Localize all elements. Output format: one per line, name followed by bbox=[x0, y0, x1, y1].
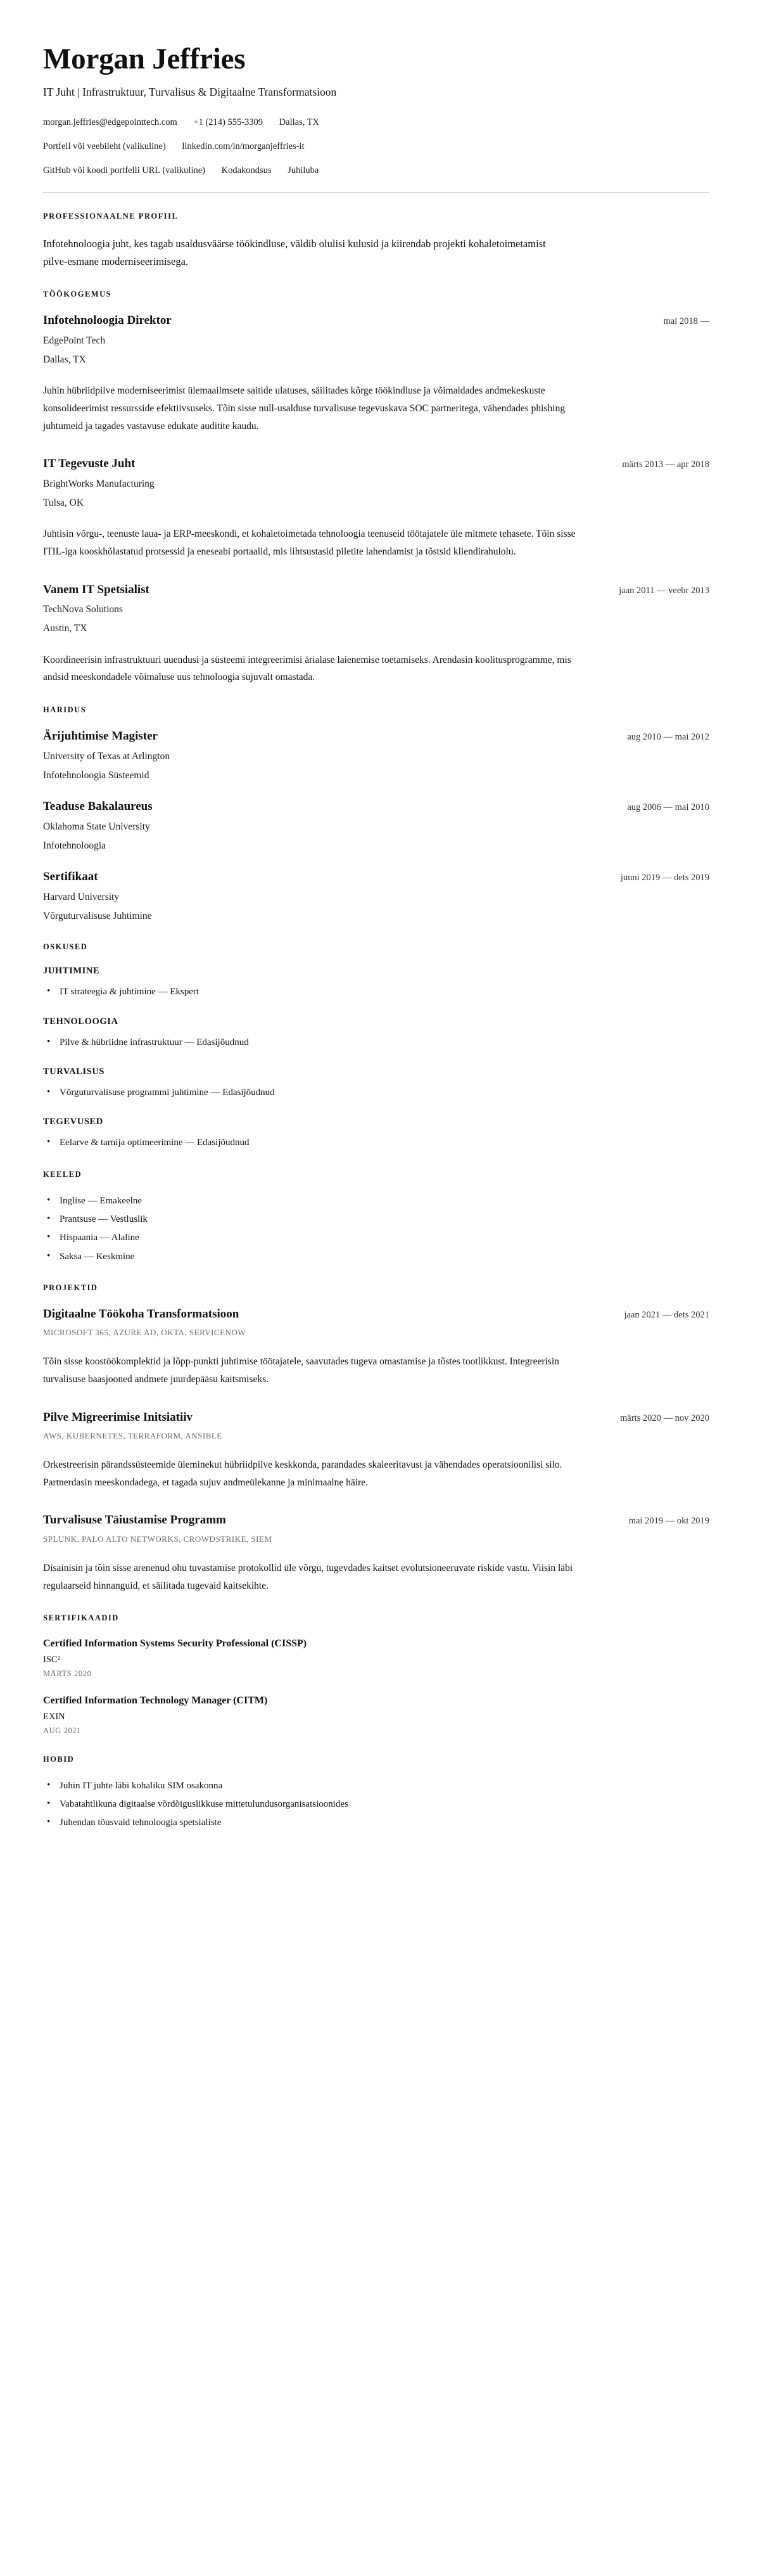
section-projects bbox=[43, 1283, 709, 1595]
entry-header bbox=[43, 1410, 709, 1426]
skill-group bbox=[43, 966, 709, 999]
job-date: jaan 2011 — veebr 2013 bbox=[619, 585, 709, 596]
certification-name: Certified Information Technology Manager (CITM) bbox=[43, 1695, 268, 1706]
project-date: jaan 2021 — dets 2021 bbox=[624, 1309, 709, 1320]
contact-row-1 bbox=[43, 116, 709, 130]
entry-header bbox=[43, 456, 709, 472]
job-location: Dallas, TX bbox=[43, 354, 86, 366]
contact-row-3 bbox=[43, 164, 709, 178]
job-description: Koordineerisin infrastruktuuri uuendusi ja süsteemi integreerimisi ärialase laienemise toetamiseks. Arendasin koolitusprogramme, mis andsid meeskondadele võimaluse uus tehnoloogia sujuvalt omastada. bbox=[43, 654, 571, 683]
skill-list bbox=[43, 1085, 709, 1100]
school-name: Harvard University bbox=[43, 891, 120, 902]
section-skills bbox=[43, 942, 709, 1150]
candidate-name: Morgan Jeffries bbox=[43, 42, 246, 75]
section-title-projects: PROJEKTID bbox=[43, 1283, 98, 1292]
contact-info bbox=[43, 116, 709, 177]
entry-header bbox=[43, 869, 709, 885]
job-company: EdgePoint Tech bbox=[43, 335, 106, 346]
entry-header bbox=[43, 729, 709, 745]
entry-header bbox=[43, 1513, 709, 1528]
language-list bbox=[43, 1193, 709, 1264]
skill-group bbox=[43, 1016, 709, 1050]
project-entry bbox=[43, 1307, 709, 1388]
job-location: Austin, TX bbox=[43, 623, 87, 634]
job-location: Tulsa, OK bbox=[43, 497, 84, 509]
degree-field: Infotehnoloogia bbox=[43, 840, 106, 851]
job-company: BrightWorks Manufacturing bbox=[43, 478, 155, 489]
entry-header bbox=[43, 313, 709, 329]
job-date: mai 2018 — bbox=[663, 316, 709, 327]
experience-entry bbox=[43, 456, 709, 560]
candidate-headline: IT Juht | Infrastruktuur, Turvalisus & Digitaalne Transformatsioon bbox=[43, 85, 337, 98]
skill-item: • IT strateegia & juhtimine — Ekspert bbox=[43, 984, 709, 999]
contact-phone[interactable]: +1 (214) 555-3309 bbox=[193, 117, 263, 128]
school-name: University of Texas at Arlington bbox=[43, 750, 170, 762]
entry-header bbox=[43, 1307, 709, 1323]
section-languages bbox=[43, 1170, 709, 1264]
contact-linkedin[interactable]: linkedin.com/in/morganjeffries-it bbox=[182, 141, 305, 151]
section-title-experience: TÖÖKOGEMUS bbox=[43, 290, 112, 299]
job-description: Juhtisin võrgu-, teenuste laua- ja ERP-meeskondi, et kohaletoimetada tehnoloogia teenuseid töötajatele üle mitmete tehasete. Tõin sisse ITIL-iga kooskhõlastatud protsessid ja eneseabi portaalid, mis lihtsustasid piletite lahendamist ja tõstsid kliendirahulolu. bbox=[43, 529, 576, 557]
section-title-skills: OSKUSED bbox=[43, 942, 88, 952]
job-description: Juhin hübriidpilve moderniseerimist ülemaailmsete saitide ulatuses, säilitades kõrge töökindluse ja võimaldades andmekeskuste konsolideerimist ressursside efektiivsuseks. Tõin sisse null-usalduse turvalisuse tegevuskava SOC partneritega, vähendades phishing juhtumeid ja tagades vastavuse edukate auditite kaudu. bbox=[43, 385, 566, 432]
skill-group-title: TEHNOLOOGIA bbox=[43, 1016, 118, 1027]
skill-item: • Võrguturvalisuse programmi juhtimine — Edasijõudnud bbox=[43, 1085, 709, 1100]
job-date: märts 2013 — apr 2018 bbox=[622, 459, 709, 470]
contact-github-label: GitHub või koodi portfelli URL (valikuline) bbox=[43, 165, 205, 176]
entry-header bbox=[43, 799, 709, 815]
entry-header bbox=[43, 582, 709, 598]
project-title: Pilve Migreerimise Initsiatiiv bbox=[43, 1410, 193, 1424]
education-entry bbox=[43, 799, 709, 853]
skill-list bbox=[43, 1135, 709, 1150]
section-title-education: HARIDUS bbox=[43, 705, 87, 714]
contact-email[interactable]: morgan.jeffries@edgepointtech.com bbox=[43, 117, 177, 128]
skill-group bbox=[43, 1067, 709, 1100]
degree-date: juuni 2019 — dets 2019 bbox=[620, 873, 709, 883]
contact-citizenship-label: Kodakondsus bbox=[221, 165, 272, 176]
section-profile bbox=[43, 212, 709, 271]
degree-title: Ärijuhtimise Magister bbox=[43, 729, 158, 743]
language-item: • Prantsuse — Vestluslik bbox=[43, 1212, 709, 1227]
degree-date: aug 2006 — mai 2010 bbox=[627, 802, 709, 813]
skill-item: • Eelarve & tarnija optimeerimine — Edasijõudnud bbox=[43, 1135, 709, 1150]
project-entry bbox=[43, 1410, 709, 1492]
education-entry bbox=[43, 869, 709, 923]
contact-portfolio-label: Portfell või veebileht (valikuline) bbox=[43, 141, 166, 151]
degree-title: Sertifikaat bbox=[43, 870, 98, 884]
job-title: Vanem IT Spetsialist bbox=[43, 582, 149, 596]
certification-date: AUG 2021 bbox=[43, 1726, 82, 1735]
language-item: • Hispaania — Alaline bbox=[43, 1230, 709, 1245]
profile-summary: Infotehnoloogia juht, kes tagab usaldusväärse töökindluse, väldib olulisi kulusid ja kiirendab projekti kohaletoimetamist pilve-esmane moderniseerimisega. bbox=[43, 237, 546, 267]
section-education bbox=[43, 705, 709, 924]
school-name: Oklahoma State University bbox=[43, 821, 150, 832]
hobby-list bbox=[43, 1778, 709, 1831]
skill-item: • Pilve & hübriidne infrastruktuur — Edasijõudnud bbox=[43, 1035, 709, 1050]
section-title-hobbies: HOBID bbox=[43, 1754, 75, 1764]
project-tech-stack: AWS, KUBERNETES, TERRAFORM, ANSIBLE bbox=[43, 1431, 222, 1441]
section-title-profile: PROFESSIONAALNE PROFIIL bbox=[43, 211, 179, 221]
certification-issuer: EXIN bbox=[43, 1711, 65, 1722]
skill-list bbox=[43, 1035, 709, 1050]
certification-name: Certified Information Systems Security Professional (CISSP) bbox=[43, 1638, 307, 1650]
section-certifications bbox=[43, 1613, 709, 1735]
project-description: Tõin sisse koostöökomplektid ja lõpp-punkti juhtimise töötajatele, saavutades tugeva omastamise ja tõstes tootlikkust. Integreerisin turvalisuse baasjooned andmete juurdepääsu kaitsmiseks. bbox=[43, 1356, 559, 1385]
section-title-certifications: SERTIFIKAADID bbox=[43, 1613, 119, 1623]
project-title: Digitaalne Töökoha Transformatsioon bbox=[43, 1307, 239, 1321]
language-item: • Inglise — Emakeelne bbox=[43, 1193, 709, 1208]
language-item: • Saksa — Keskmine bbox=[43, 1249, 709, 1264]
experience-entry bbox=[43, 582, 709, 686]
skill-group-title: TEGEVUSED bbox=[43, 1117, 103, 1127]
section-experience bbox=[43, 290, 709, 686]
project-date: mai 2019 — okt 2019 bbox=[628, 1516, 709, 1527]
certification-date: MÄRTS 2020 bbox=[43, 1669, 92, 1678]
certification-issuer: ISC² bbox=[43, 1654, 60, 1665]
job-title: Infotehnoloogia Direktor bbox=[43, 314, 172, 328]
contact-row-2 bbox=[43, 140, 709, 154]
education-entry bbox=[43, 729, 709, 783]
job-title: IT Tegevuste Juht bbox=[43, 457, 136, 471]
section-hobbies bbox=[43, 1755, 709, 1831]
job-company: TechNova Solutions bbox=[43, 604, 123, 615]
contact-driver-license-label: Juhiluba bbox=[288, 165, 319, 176]
project-entry bbox=[43, 1513, 709, 1594]
certification-entry bbox=[43, 1694, 709, 1736]
skill-group bbox=[43, 1117, 709, 1150]
contact-location: Dallas, TX bbox=[279, 117, 320, 128]
hobby-item: • Juhin IT juhte läbi kohaliku SIM osakonna bbox=[43, 1778, 709, 1793]
skill-list bbox=[43, 984, 709, 999]
degree-field: Infotehnoloogia Süsteemid bbox=[43, 769, 149, 781]
section-title-languages: KEELED bbox=[43, 1169, 82, 1179]
project-tech-stack: MICROSOFT 365, AZURE AD, OKTA, SERVICENOW bbox=[43, 1328, 246, 1338]
resume-header bbox=[43, 43, 709, 193]
project-description: Orkestreerisin pärandssüsteemide üleminekut hübriidpilve keskkonda, parandades skaleeritavust ja vähendades operatsioonilisi silo. Partnerdasin meeskondadega, et tagada sujuv andmeülekanne ja minimaalne häire. bbox=[43, 1459, 562, 1488]
skill-group-title: JUHTIMINE bbox=[43, 966, 100, 977]
project-tech-stack: SPLUNK, PALO ALTO NETWORKS, CROWDSTRIKE, SIEM bbox=[43, 1534, 272, 1544]
degree-date: aug 2010 — mai 2012 bbox=[627, 731, 709, 742]
certification-entry bbox=[43, 1637, 709, 1679]
skill-group-title: TURVALISUS bbox=[43, 1067, 105, 1077]
degree-title: Teaduse Bakalaureus bbox=[43, 800, 153, 814]
header-divider bbox=[43, 192, 709, 193]
degree-field: Võrguturvalisuse Juhtimine bbox=[43, 911, 152, 922]
project-date: märts 2020 — nov 2020 bbox=[620, 1413, 709, 1423]
project-title: Turvalisuse Täiustamise Programm bbox=[43, 1513, 226, 1527]
project-description: Disainisin ja tõin sisse arenenud ohu tuvastamise protokollid üle võrgu, tugevdades kaitset evolutsioneeruvate riskide vastu. Viisin läbi regulaarseid hinnanguid, et säilitada tugevaid kaitsekihte. bbox=[43, 1563, 573, 1591]
hobby-item: • Vabatahtlikuna digitaalse võrdõiguslikkuse mittetulundusorganisatsioonides bbox=[43, 1797, 709, 1812]
hobby-item: • Juhendan tõusvaid tehnoloogia spetsialiste bbox=[43, 1815, 709, 1830]
experience-entry bbox=[43, 313, 709, 435]
